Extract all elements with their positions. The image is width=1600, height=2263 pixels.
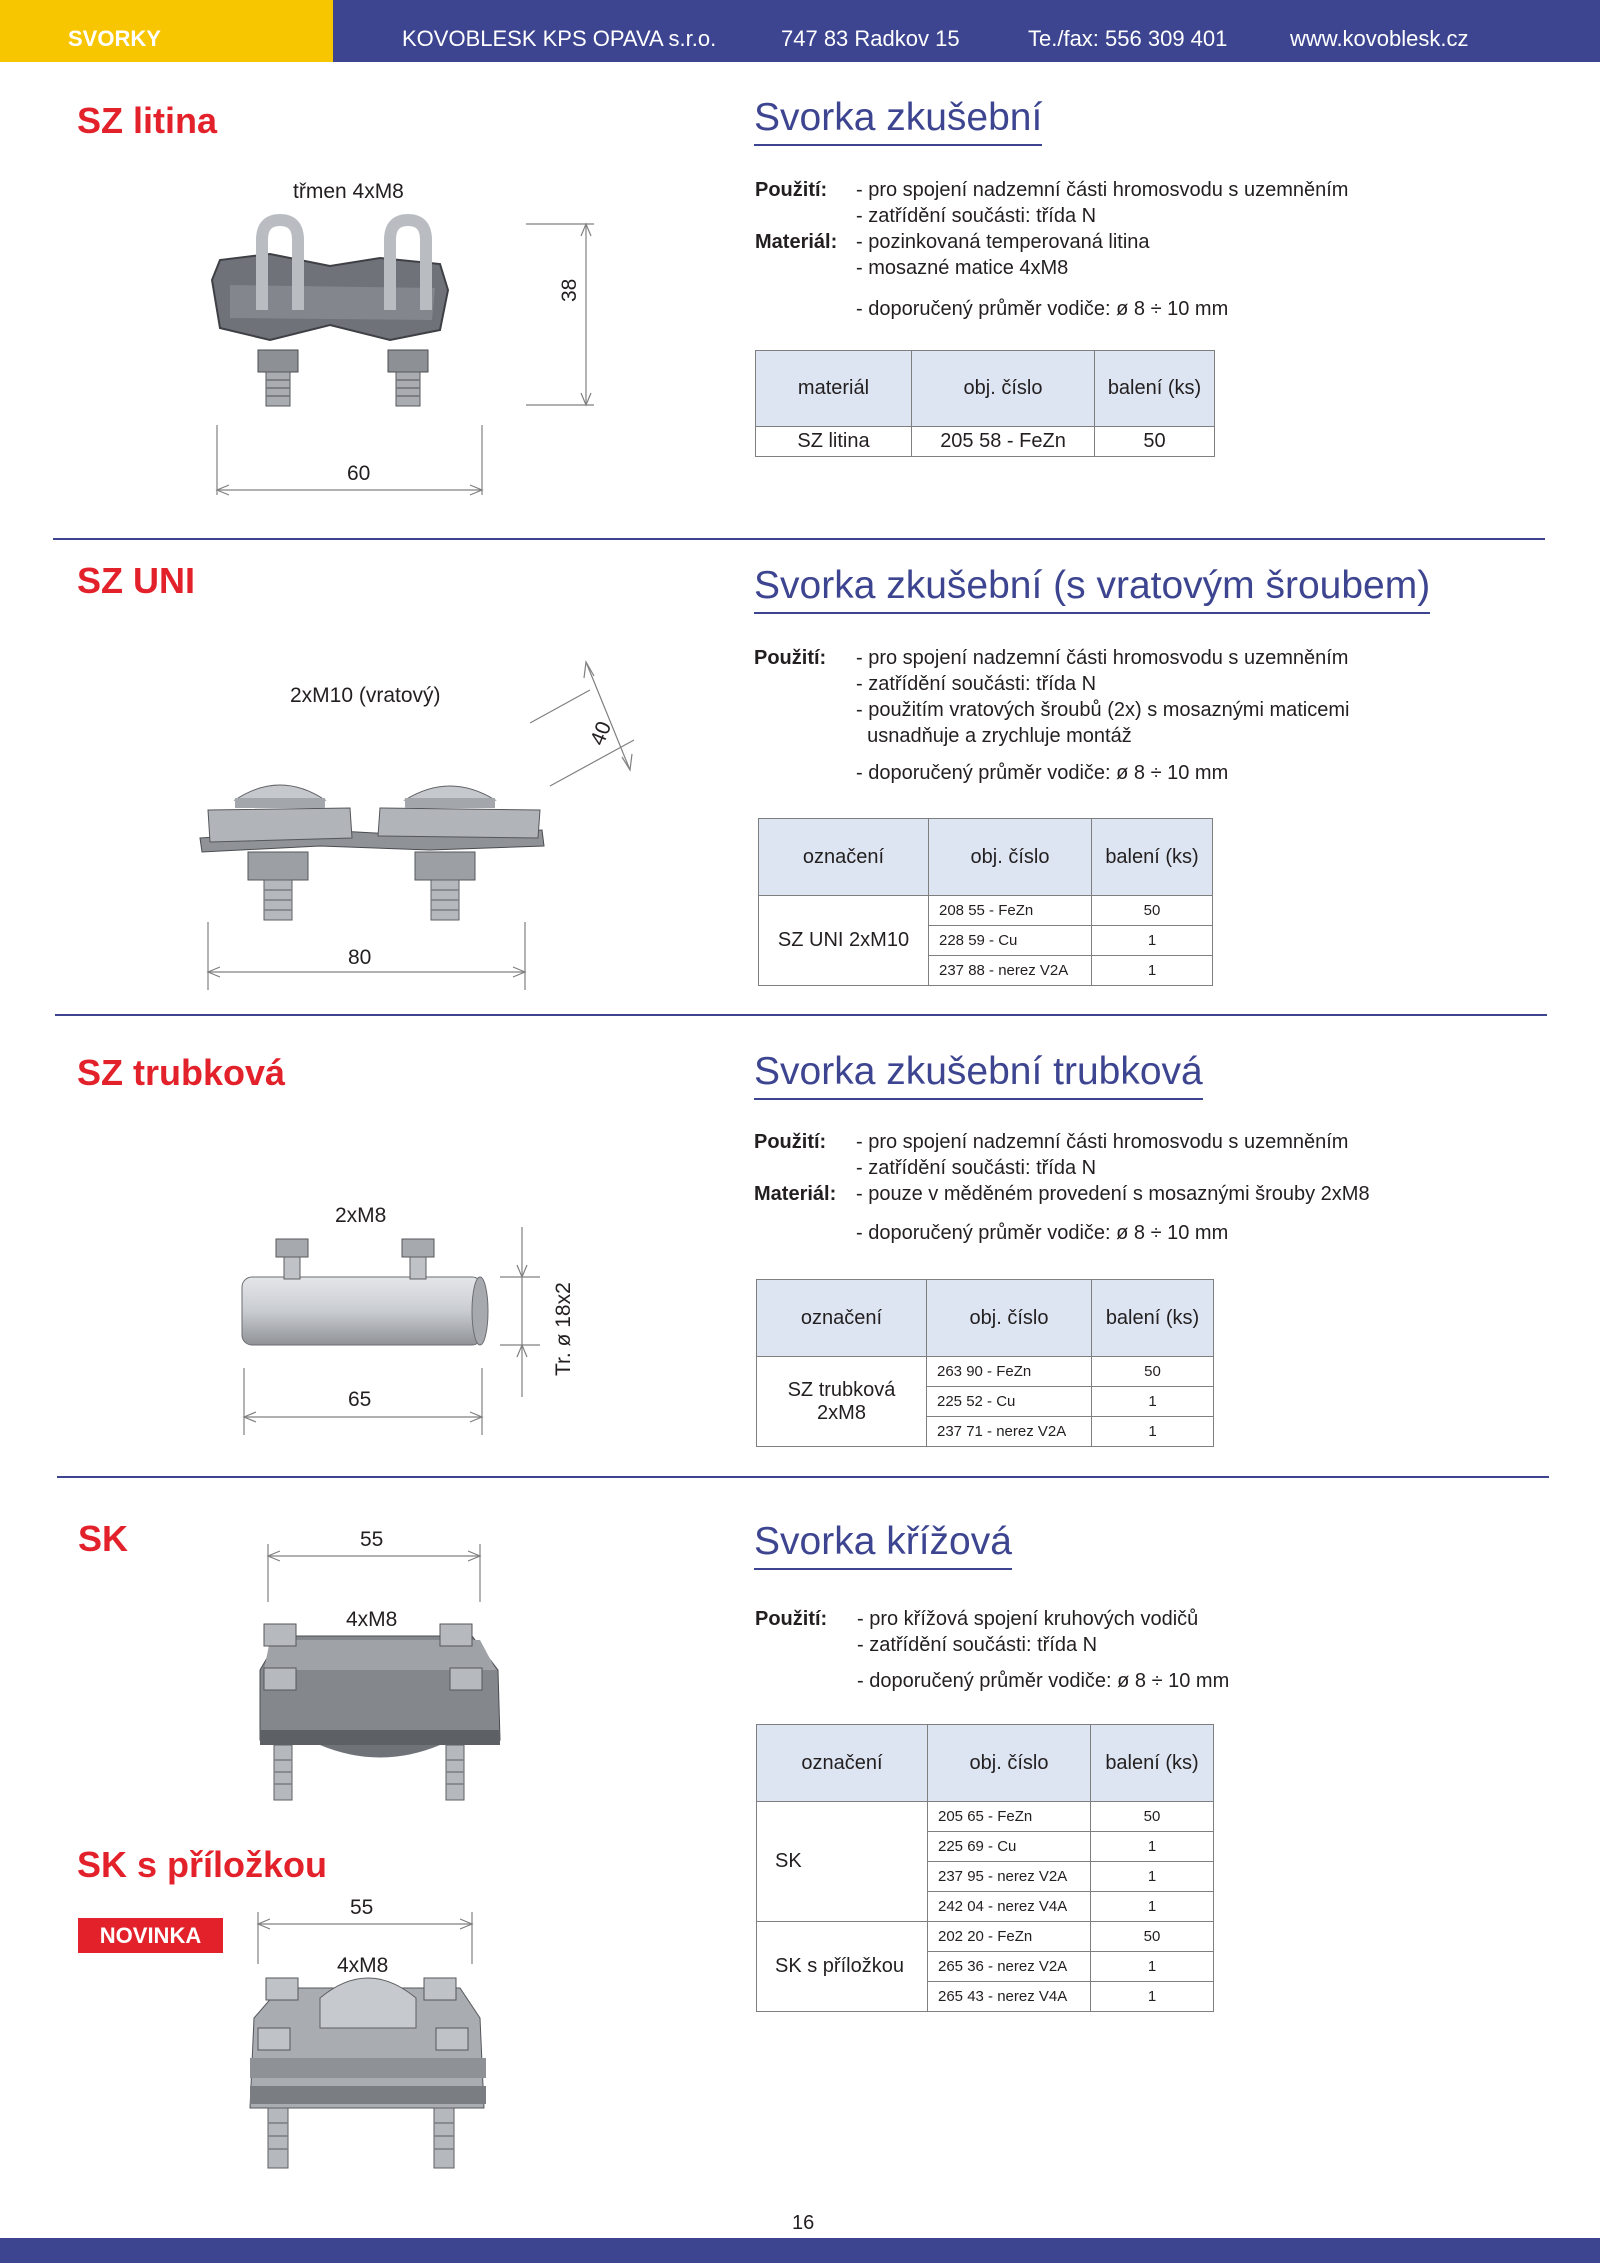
dim-height-sz-litina: 38 bbox=[558, 278, 581, 302]
table-cell: 242 04 - nerez V4A bbox=[928, 1892, 1091, 1922]
group-cell: SZ UNI 2xM10 bbox=[759, 896, 929, 986]
material-label-sz-trubkova: Materiál: bbox=[754, 1183, 837, 1205]
table-row bbox=[757, 1922, 1214, 1952]
table-cell: 237 88 - nerez V2A bbox=[929, 956, 1092, 986]
clamp-image-sz-uni bbox=[190, 650, 650, 1000]
group-cell-line: SZ trubková bbox=[787, 1378, 896, 1401]
table-cell: 1 bbox=[1092, 1387, 1214, 1417]
table-cell: 265 43 - nerez V4A bbox=[928, 1982, 1091, 2012]
spec-table-sk bbox=[756, 1724, 1214, 2012]
table-cell: 225 52 - Cu bbox=[927, 1387, 1092, 1417]
group-cell: SK s příložkou bbox=[757, 1922, 928, 2012]
section-divider bbox=[53, 538, 1545, 540]
conductor-note: - doporučený průměr vodiče: ø 8 ÷ 10 mm bbox=[856, 762, 1229, 784]
clamp-image-sk-prilozka bbox=[240, 1908, 500, 2198]
use-line: - zatřídění součásti: třída N bbox=[857, 1634, 1098, 1656]
table-cell: 237 95 - nerez V2A bbox=[928, 1862, 1091, 1892]
spec-table-sz-litina bbox=[755, 350, 1215, 457]
product-code-sz-uni: SZ UNI bbox=[77, 560, 196, 601]
dim-diameter-sz-trubkova: Tr. ø 18x2 bbox=[552, 1282, 575, 1376]
table-cell: 208 55 - FeZn bbox=[929, 896, 1092, 926]
company-phone: Te./fax: 556 309 401 bbox=[1028, 26, 1228, 51]
dim-width-sk: 55 bbox=[360, 1528, 384, 1551]
group-cell: SK bbox=[757, 1802, 928, 1922]
table-cell: SZ litina bbox=[756, 427, 912, 457]
col-header: označení bbox=[759, 819, 929, 896]
product-code-sk: SK bbox=[78, 1518, 129, 1559]
spec-table-sz-uni bbox=[758, 818, 1213, 986]
conductor-note: - doporučený průměr vodiče: ø 8 ÷ 10 mm bbox=[856, 298, 1229, 320]
table-cell: 1 bbox=[1092, 926, 1213, 956]
material-line: - pozinkovaná temperovaná litina bbox=[856, 231, 1150, 253]
use-line: - pro spojení nadzemní části hromosvodu s uzemněním bbox=[856, 179, 1349, 201]
use-label-sk: Použití: bbox=[755, 1608, 828, 1630]
table-row bbox=[757, 1802, 1214, 1832]
table-cell: 205 65 - FeZn bbox=[928, 1802, 1091, 1832]
table-row bbox=[759, 896, 1213, 926]
use-line: - zatřídění součásti: třída N bbox=[856, 205, 1097, 227]
use-line: - použitím vratových šroubů (2x) s mosaznými maticemi bbox=[856, 699, 1350, 721]
material-label-sz-litina: Materiál: bbox=[755, 231, 838, 253]
fig-label-sz-trubkova: 2xM8 bbox=[335, 1204, 387, 1227]
table-cell: 1 bbox=[1091, 1832, 1214, 1862]
fig-label-sz-litina: třmen 4xM8 bbox=[293, 180, 404, 203]
table-row bbox=[756, 427, 1215, 457]
page-number: 16 bbox=[792, 2212, 815, 2234]
group-cell bbox=[757, 1357, 927, 1447]
clamp-image-sz-trubkova bbox=[230, 1225, 590, 1445]
material-line: - pouze v měděném provedení s mosaznými šrouby 2xM8 bbox=[856, 1183, 1370, 1205]
table-cell: 50 bbox=[1092, 1357, 1214, 1387]
col-header: označení bbox=[757, 1280, 927, 1357]
col-header: balení (ks) bbox=[1091, 1725, 1214, 1802]
conductor-note: - doporučený průměr vodiče: ø 8 ÷ 10 mm bbox=[857, 1670, 1230, 1692]
use-line: - pro spojení nadzemní části hromosvodu s uzemněním bbox=[856, 1131, 1349, 1153]
table-cell: 1 bbox=[1091, 1982, 1214, 2012]
footer-bar bbox=[0, 2238, 1600, 2263]
company-name: KOVOBLESK KPS OPAVA s.r.o. bbox=[402, 26, 717, 51]
col-header: obj. číslo bbox=[928, 1725, 1091, 1802]
clamp-image-sk bbox=[250, 1540, 510, 1820]
fig-label-sk: 4xM8 bbox=[346, 1608, 398, 1631]
table-cell: 202 20 - FeZn bbox=[928, 1922, 1091, 1952]
company-address: 747 83 Radkov 15 bbox=[781, 26, 960, 51]
table-cell: 1 bbox=[1091, 1892, 1214, 1922]
conductor-note: - doporučený průměr vodiče: ø 8 ÷ 10 mm bbox=[856, 1222, 1229, 1244]
product-title-sz-litina: Svorka zkušební bbox=[754, 96, 1042, 146]
col-header: materiál bbox=[756, 351, 912, 427]
section-divider bbox=[57, 1476, 1549, 1478]
material-line: - mosazné matice 4xM8 bbox=[856, 257, 1069, 279]
table-cell: 50 bbox=[1091, 1922, 1214, 1952]
product-code-sz-trubkova: SZ trubková bbox=[77, 1052, 286, 1093]
product-code-sk-prilozka: SK s příložkou bbox=[77, 1844, 328, 1885]
use-line: - pro spojení nadzemní části hromosvodu s uzemněním bbox=[856, 647, 1349, 669]
table-cell: 50 bbox=[1092, 896, 1213, 926]
company-web-link[interactable]: www.kovoblesk.cz bbox=[1290, 26, 1469, 51]
use-label-sz-trubkova: Použití: bbox=[754, 1131, 827, 1153]
table-cell: 205 58 - FeZn bbox=[912, 427, 1095, 457]
dim-width-sk-prilozka: 55 bbox=[350, 1896, 374, 1919]
use-line: - pro křížová spojení kruhových vodičů bbox=[857, 1608, 1199, 1630]
product-title-sk: Svorka křížová bbox=[754, 1520, 1012, 1570]
section-tag bbox=[0, 0, 333, 62]
table-cell: 263 90 - FeZn bbox=[927, 1357, 1092, 1387]
table-cell: 50 bbox=[1091, 1802, 1214, 1832]
table-row bbox=[757, 1357, 1214, 1387]
table-cell: 225 69 - Cu bbox=[928, 1832, 1091, 1862]
product-title-sz-trubkova: Svorka zkušební trubková bbox=[754, 1050, 1203, 1100]
table-cell: 228 59 - Cu bbox=[929, 926, 1092, 956]
dim-width-sz-trubkova: 65 bbox=[348, 1388, 372, 1411]
table-cell: 265 36 - nerez V2A bbox=[928, 1952, 1091, 1982]
table-cell: 1 bbox=[1091, 1862, 1214, 1892]
section-divider bbox=[55, 1014, 1547, 1016]
col-header: obj. číslo bbox=[927, 1280, 1092, 1357]
col-header: balení (ks) bbox=[1092, 819, 1213, 896]
col-header: balení (ks) bbox=[1095, 351, 1215, 427]
use-label-sz-litina: Použití: bbox=[755, 179, 828, 201]
header-bar bbox=[0, 0, 1600, 62]
table-cell: 50 bbox=[1095, 427, 1215, 457]
use-line: - zatřídění součásti: třída N bbox=[856, 673, 1097, 695]
fig-label-sz-uni: 2xM10 (vratový) bbox=[290, 684, 441, 707]
use-line: usnadňuje a zrychluje montáž bbox=[856, 725, 1132, 747]
product-title-sz-uni: Svorka zkušební (s vratovým šroubem) bbox=[754, 564, 1430, 614]
table-cell: 1 bbox=[1092, 956, 1213, 986]
col-header: balení (ks) bbox=[1092, 1280, 1214, 1357]
use-line: - zatřídění součásti: třída N bbox=[856, 1157, 1097, 1179]
dim-width-sz-uni: 80 bbox=[348, 946, 372, 969]
new-badge: NOVINKA bbox=[78, 1918, 223, 1953]
fig-label-sk-prilozka: 4xM8 bbox=[337, 1954, 389, 1977]
col-header: označení bbox=[757, 1725, 928, 1802]
spec-table-sz-trubkova bbox=[756, 1279, 1214, 1447]
section-label: SVORKY bbox=[68, 26, 161, 51]
use-label-sz-uni: Použití: bbox=[754, 647, 827, 669]
table-cell: 237 71 - nerez V2A bbox=[927, 1417, 1092, 1447]
col-header: obj. číslo bbox=[912, 351, 1095, 427]
dim-height-sz-uni: 40 bbox=[586, 718, 617, 749]
table-cell: 1 bbox=[1092, 1417, 1214, 1447]
table-cell: 1 bbox=[1091, 1952, 1214, 1982]
dim-width-sz-litina: 60 bbox=[347, 462, 371, 485]
group-cell-line: 2xM8 bbox=[817, 1401, 866, 1424]
product-code-sz-litina: SZ litina bbox=[77, 100, 218, 141]
col-header: obj. číslo bbox=[929, 819, 1092, 896]
